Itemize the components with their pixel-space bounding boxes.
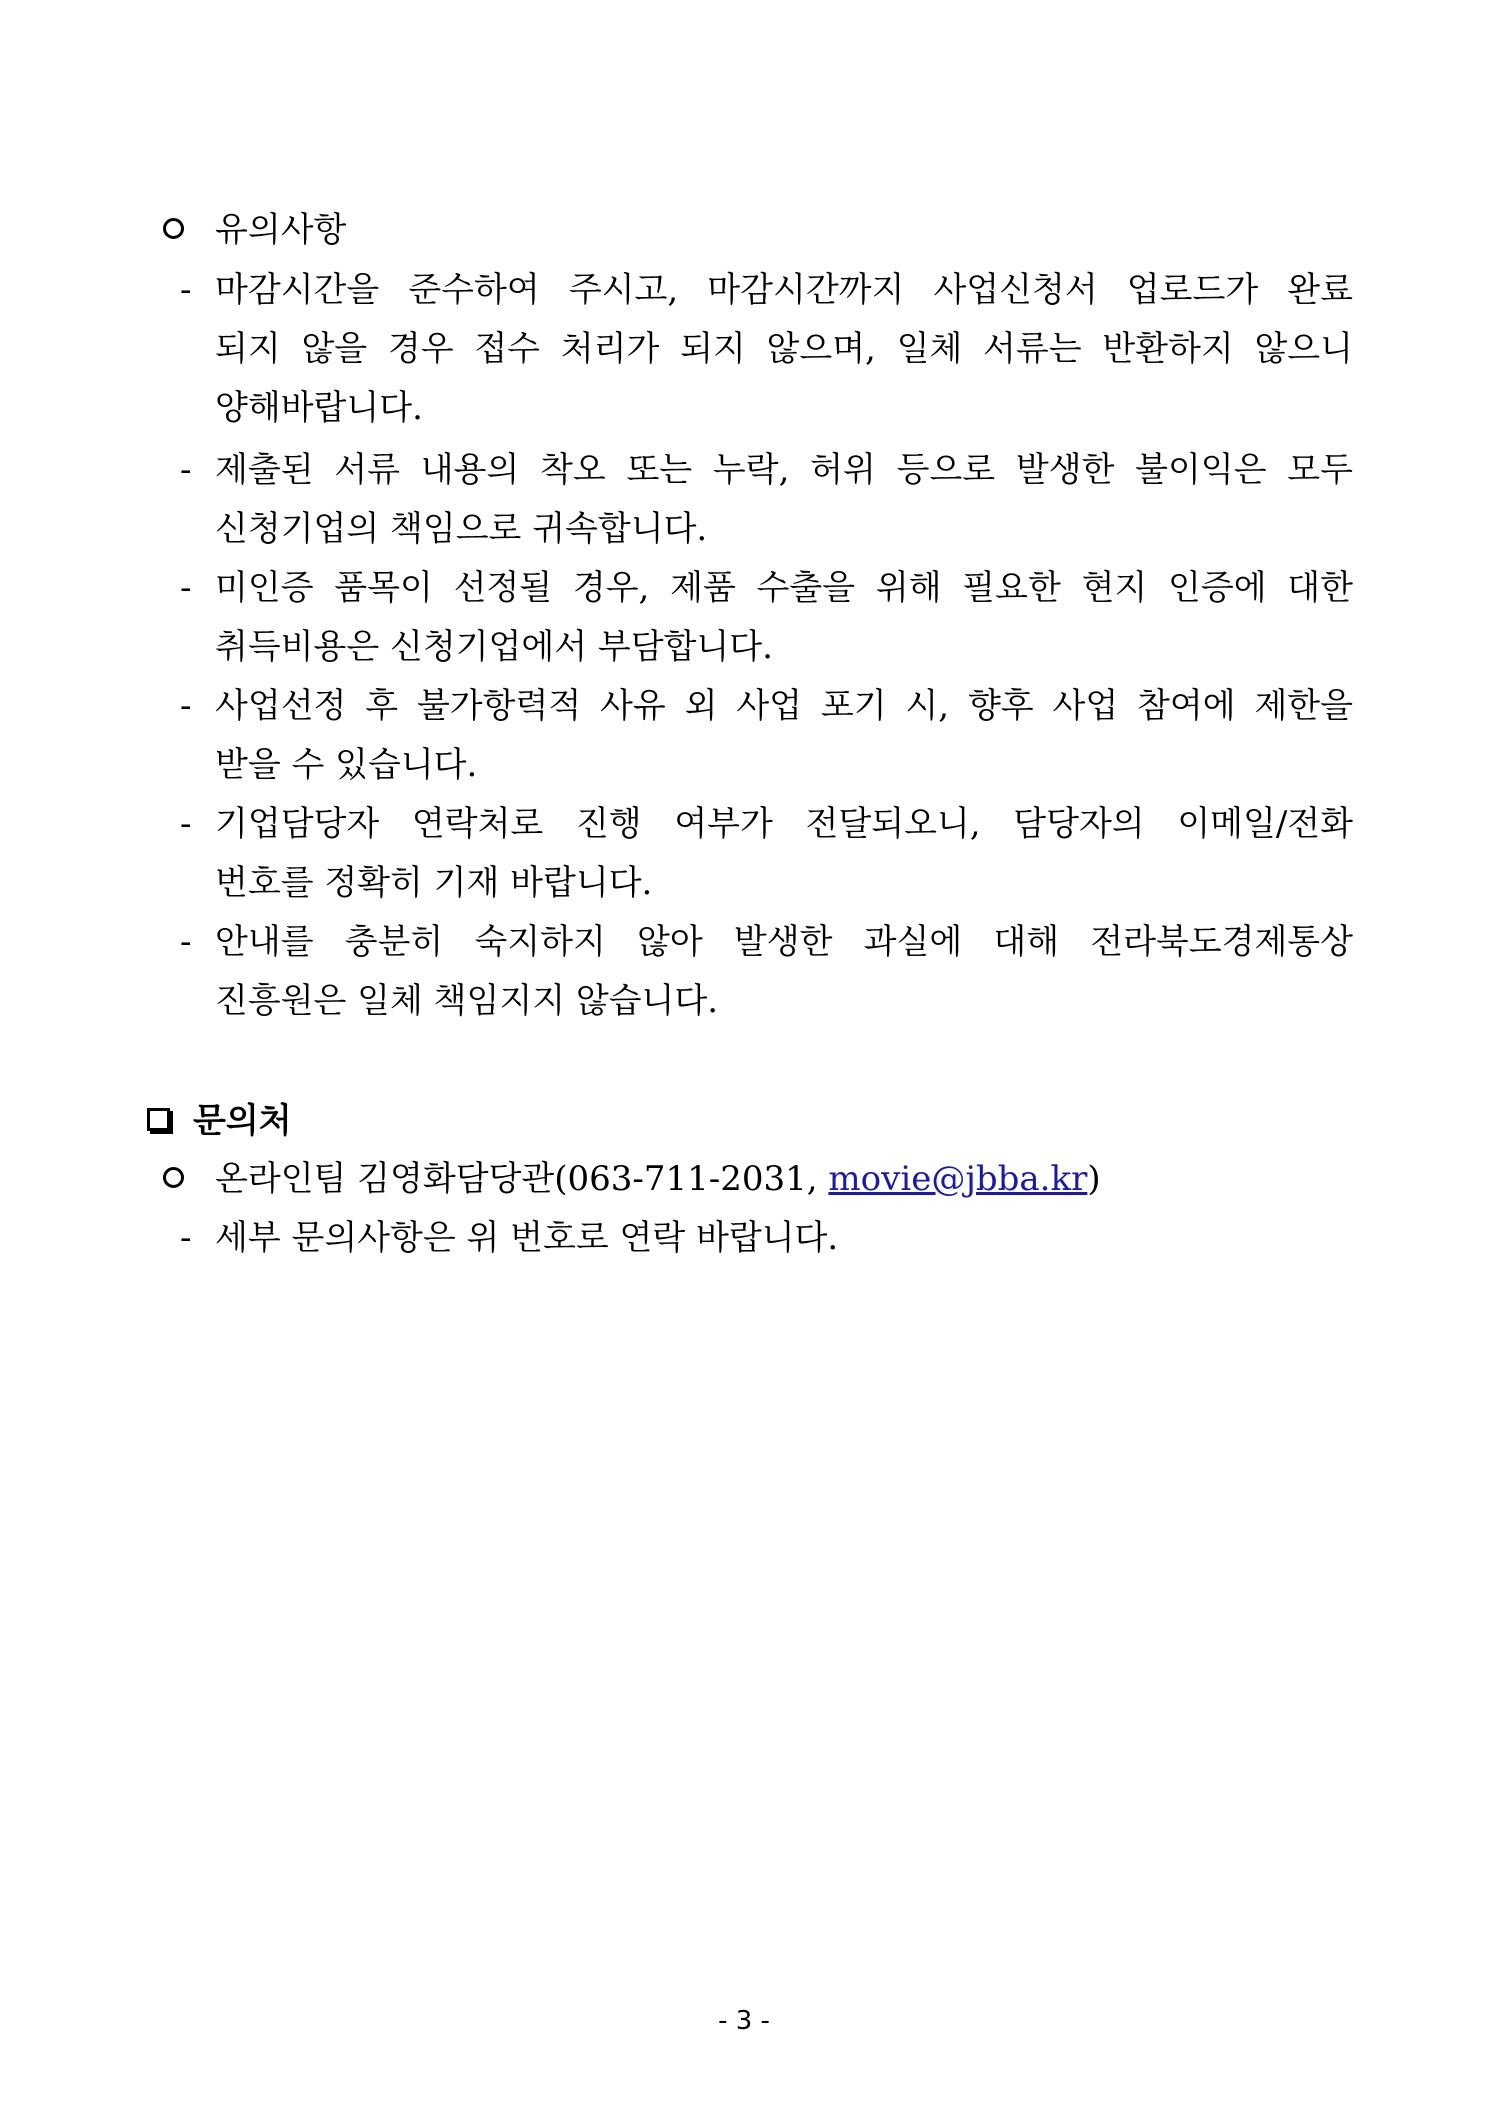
dash-bullet: - [180,804,192,844]
notice-item-line: 취득비용은 신청기업에서 부담합니다. [215,627,773,667]
notice-item-line: 번호를 정확히 기재 바랍니다. [215,863,653,903]
notice-item-line: 사업선정 후 불가항력적 사유 외 사업 포기 시, 향후 사업 참여에 제한을 [215,686,1353,726]
notice-title: 유의사항 [215,210,347,250]
notice-item-line: 진흥원은 일체 책임지지 않습니다. [215,981,719,1021]
dash-bullet: - [180,686,192,726]
contact-line [215,1159,1101,1199]
contact-title: 문의처 [193,1101,292,1141]
contact-name-phone: 온라인팀 김영화담당관(063-711-2031, [215,1159,829,1199]
dash-bullet: - [180,270,192,310]
contact-line-suffix: ) [1087,1159,1101,1199]
circle-bullet-icon [163,218,184,239]
dash-bullet: - [180,450,192,490]
page-number: - 3 - [718,2006,770,2036]
dash-bullet: - [180,1218,192,1258]
contact-email-link[interactable]: movie@jbba.kr [828,1159,1088,1199]
dash-bullet: - [180,568,192,608]
notice-item-line: 기업담당자 연락처로 진행 여부가 전달되오니, 담당자의 이메일/전화 [215,804,1353,844]
notice-item-line: 마감시간을 준수하여 주시고, 마감시간까지 사업신청서 업로드가 완료 [215,270,1353,310]
notice-item-line: 안내를 충분히 숙지하지 않아 발생한 과실에 대해 전라북도경제통상 [215,922,1353,962]
notice-item-line: 신청기업의 책임으로 귀속합니다. [215,509,708,549]
notice-item-line: 미인증 품목이 선정될 경우, 제품 수출을 위해 필요한 현지 인증에 대한 [215,568,1353,608]
notice-item-line: 되지 않을 경우 접수 처리가 되지 않으며, 일체 서류는 반환하지 않으니 [215,329,1353,369]
contact-note: 세부 문의사항은 위 번호로 연락 바랍니다. [215,1218,839,1258]
circle-bullet-icon [163,1167,184,1188]
notice-item-line: 양해바랍니다. [215,388,423,428]
dash-bullet: - [180,922,192,962]
notice-item-line: 받을 수 있습니다. [215,745,478,785]
notice-item-line: 제출된 서류 내용의 착오 또는 누락, 허위 등으로 발생한 불이익은 모두 [215,450,1353,490]
square-bullet-icon [147,1108,170,1131]
